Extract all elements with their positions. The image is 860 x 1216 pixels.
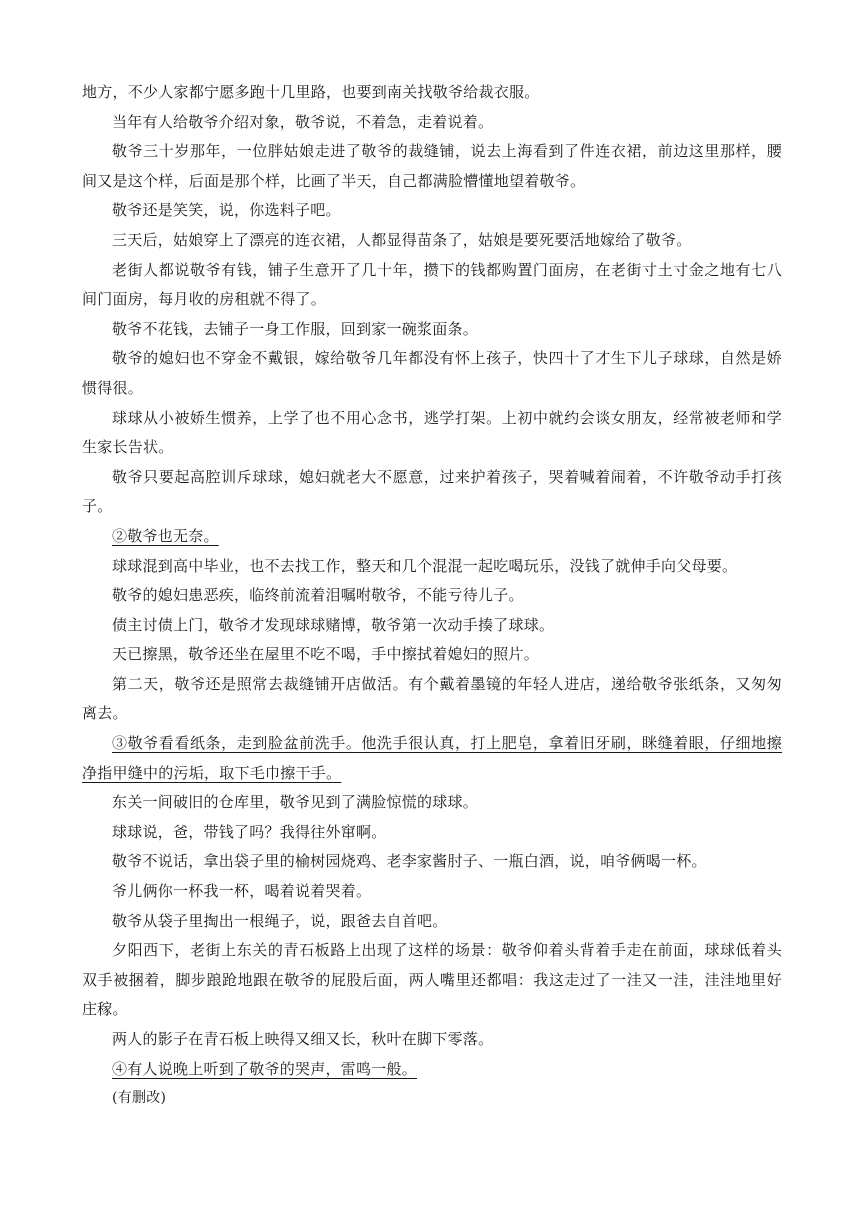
paragraph: 地方，不少人家都宁愿多跑十几里路，也要到南关找敬爷给裁衣服。 [82, 83, 540, 101]
underlined-sentence-2 [82, 522, 782, 552]
paragraph: 三天后，姑娘穿上了漂亮的连衣裙，人都显得苗条了，姑娘是要死要活地嫁给了敬爷。 [112, 230, 692, 249]
paragraph: 两人的影子在青石板上映得又细又长，秋叶在脚下零落。 [112, 1030, 494, 1048]
underlined-text: ④有人说晚上听到了敬爷的哭声，雷鸣一般。 [112, 1059, 418, 1078]
paragraph: 球球混到高中毕业，也不去找工作，整天和几个混混一起吃喝玩乐，没钱了就伸手向父母要。 [112, 556, 738, 575]
edit-note: (有删改) [112, 1090, 167, 1107]
paragraph: 债主讨债上门，敬爷才发现球球赌博，敬爷第一次动手揍了球球。 [112, 615, 555, 634]
paragraph: 球球说，爸，带钱了吗？我得往外窜啊。 [112, 822, 387, 841]
paragraph: 敬爷的媳妇也不穿金不戴银，嫁给敬爷几年都没有怀上孩子，快四十了才生下儿子球球，自然是娇惯得很。 [82, 349, 782, 397]
paragraph: 球球从小被娇生惯养，上学了也不用心念书，逃学打架。上初中就约会谈女朋友，经常被老师和学生家长告状。 [82, 408, 782, 457]
paragraph: 敬爷三十岁那年，一位胖姑娘走进了敬爷的裁缝铺，说去上海看到了件连衣裙，前边这里那样，腰间又是这个样，后面是那个样，比画了半天，自己都满脸懵懂地望着敬爷。 [82, 142, 782, 190]
paragraph: 敬爷不花钱，去铺子一身工作服，回到家一碗浆面条。 [112, 319, 479, 338]
story-text [82, 78, 782, 1114]
paragraph: 东关一间破旧的仓库里，敬爷见到了满脸惊慌的球球。 [112, 793, 479, 812]
paragraph: 敬爷的媳妇患恶疾，临终前流着泪嘱咐敬爷，不能亏待儿子。 [112, 586, 524, 605]
underlined-sentence-4 [82, 1055, 782, 1085]
paragraph: 第二天，敬爷还是照常去裁缝铺开店做活。有个戴着墨镜的年轻人进店，递给敬爷张纸条，又匆匆离去。 [82, 674, 782, 723]
paragraph: 天已擦黑，敬爷还坐在屋里不吃不喝，手中擦拭着媳妇的照片。 [112, 645, 540, 664]
paragraph: 爷儿俩你一杯我一杯，喝着说着哭着。 [112, 882, 372, 901]
paragraph: 老街人都说敬爷有钱，铺子生意开了几十年，攒下的钱都购置门面房，在老街寸土寸金之地有七八间门面房，每月收的房租就不得了。 [82, 260, 782, 309]
paragraph: 敬爷还是笑笑，说，你选料子吧。 [112, 201, 341, 220]
underlined-sentence-3 [82, 729, 782, 788]
underlined-text: ③敬爷看看纸条，走到脸盆前洗手。他洗手很认真，打上肥皂，拿着旧牙刷，眯缝着眼，仔细地擦净指甲缝中的污垢，取下毛巾擦干手。 [82, 734, 782, 782]
paragraph: 当年有人给敬爷介绍对象，敬爷说，不着急，走着说着。 [112, 112, 494, 131]
underlined-text: ②敬爷也无奈。 [112, 526, 219, 545]
paragraph: 敬爷只要起高腔训斥球球，媳妇就老大不愿意，过来护着孩子，哭着喊着闹着，不许敬爷动手打孩子。 [82, 467, 782, 516]
paragraph: 敬爷不说话，拿出袋子里的榆树园烧鸡、老李家酱肘子、一瓶白酒，说，咱爷俩喝一杯。 [112, 852, 707, 871]
paragraph: 敬爷从袋子里掏出一根绳子，说，跟爸去自首吧。 [112, 911, 448, 930]
paragraph: 夕阳西下，老街上东关的青石板路上出现了这样的场景：敬爷仰着头背着手走在前面，球球低着头双手被捆着，脚步踉跄地跟在敬爷的屁股后面，两人嘴里还都唱：我这走过了一洼又一洼，洼洼地里好庄稼。 [82, 941, 782, 1019]
